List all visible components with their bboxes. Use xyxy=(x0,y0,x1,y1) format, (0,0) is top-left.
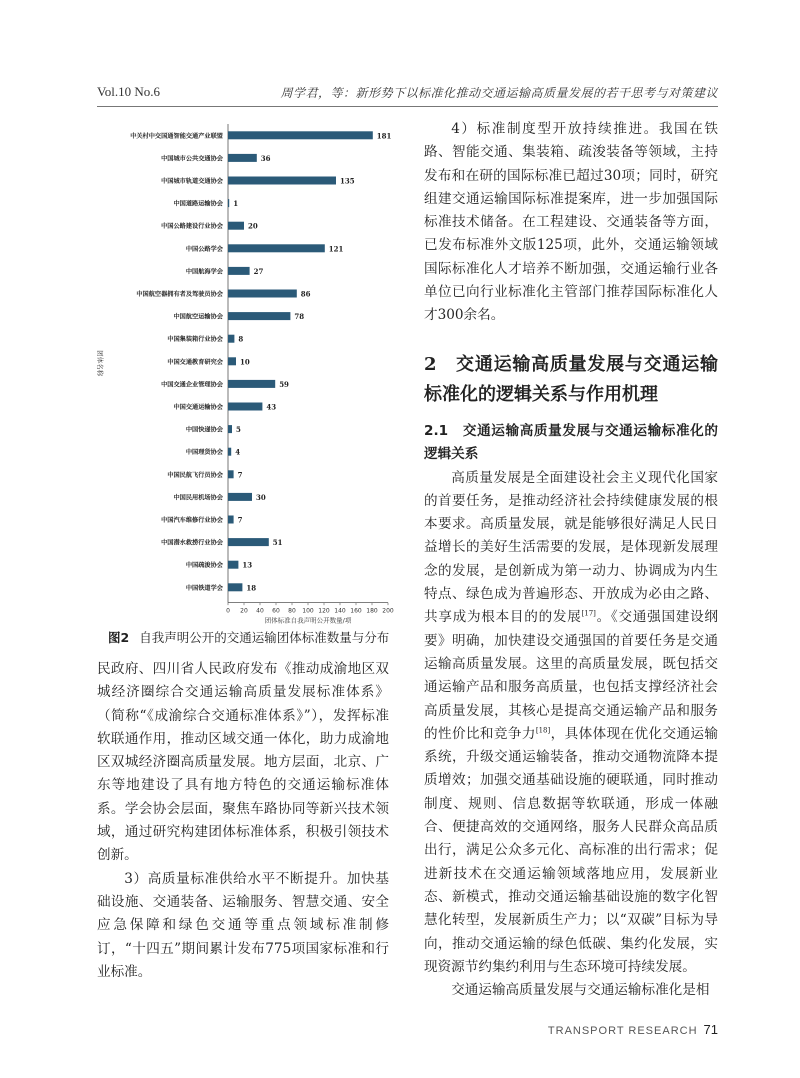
category-label: 中国城市公共交通协会 xyxy=(161,155,223,163)
x-tick-label: 200 xyxy=(382,607,394,615)
header-rule xyxy=(97,106,718,107)
data-label: 43 xyxy=(266,402,277,412)
data-label: 51 xyxy=(272,538,283,548)
bar xyxy=(228,222,244,230)
category-label: 中国交通运输协会 xyxy=(173,404,223,411)
figure-label: 图2 xyxy=(108,630,130,645)
data-label: 78 xyxy=(294,312,305,322)
data-label: 86 xyxy=(300,289,311,299)
category-label: 中关村中交国通智能交通产业联盟 xyxy=(130,132,223,140)
page-number: 71 xyxy=(703,1022,718,1037)
x-axis-label: 团体标准自我声明公开数量/项 xyxy=(264,616,352,625)
category-label: 中国城市轨道交通协会 xyxy=(161,178,223,185)
journal-volume: Vol.10 No.6 xyxy=(97,84,160,99)
paragraph: 4）标准制度型开放持续推进。我国在铁路、智能交通、集装箱、疏浚装备等领域，主持发布和在研的国际标准已超过30项；同时，研究组建交通运输国际标准提案库，进一步加强国际标准技术储备。在工程建设、交通装备等方面，已发布标准外文版125项，此外，交通运输领域国际标准化人才培养不断加强，交通运输行业各单位已向行业标准化主管部门推荐国际标准化人才300余名。 xyxy=(424,121,718,324)
bar xyxy=(228,312,290,320)
bar xyxy=(228,561,238,569)
figure-caption xyxy=(108,628,389,646)
bar xyxy=(228,244,325,252)
data-label: 10 xyxy=(240,357,250,367)
category-label: 中国集装箱行业协会 xyxy=(167,336,223,344)
category-label: 中国道路运输协会 xyxy=(173,200,223,208)
bar xyxy=(228,290,297,298)
data-label: 1 xyxy=(233,199,239,209)
bar xyxy=(228,154,257,162)
x-tick-label: 40 xyxy=(256,607,264,615)
data-label: 4 xyxy=(235,447,241,457)
bar xyxy=(228,516,234,524)
section-heading: 2 交通运输高质量发展与交通运输标准化的逻辑关系与作用机理 xyxy=(424,354,718,405)
category-label: 中国航空器拥有者及驾驶员协会 xyxy=(136,291,223,298)
x-tick-label: 0 xyxy=(226,607,230,615)
category-label: 中国公路建设行业协会 xyxy=(161,223,223,231)
right-column-section xyxy=(424,338,718,1002)
bar xyxy=(228,335,234,343)
data-label: 7 xyxy=(237,515,243,525)
data-label: 27 xyxy=(253,266,264,276)
bar xyxy=(228,267,250,275)
bar xyxy=(228,538,269,546)
data-label: 135 xyxy=(340,176,355,186)
data-label: 36 xyxy=(260,153,271,163)
paragraph: 民政府、四川省人民政府发布《推动成渝地区双城经济圈综合交通运输高质量发展标准体系》（简称“《成渝综合交通标准体系》”），发挥标准软联通作用，推动区域交通一体化，助力成渝地区双城经济圈高质量发展。地方层面，北京、广东等地建设了具有地方特色的交通运输标准体系。学会协会层面，聚焦车路协同等新兴技术领域，通过研究构建团体标准体系，积极引领技术创新。 xyxy=(97,661,389,864)
paragraph: 高质量发展是全面建设社会主义现代化国家的首要任务，是推动经济社会持续健康发展的根本要求。高质量发展，就是能够很好满足人民日益增长的美好生活需要的发展，是体现新发展理念的发展，是创新成为第一动力、协调成为内生特点、绿色成为普遍形态、开放成为必由之路、共享成为根本目的的发展[17]。《交通强国建设纲要》明确，加快建设交通强国的首要任务是交通运输高质量发展。这里的高质量发展，既包括交通运输产品和服务高质量，也包括支撑经济社会高质量发展，其核心是提高交通运输产品和服务的性价比和竞争力[18]，具体体现在优化交通运输系统，升级交通运输装备，推动交通物流降本提质增效；加强交通基础设施的硬联通，同时推动制度、规则、信息数据等软联通，形成一体融合、便捷高效的交通网络，服务人民群众高品质出行，满足公众多元化、高标准的出行需求；促进新技术在交通运输领域落地应用，发展新业态、新模式，推动交通运输基础设施的数字化智慧化转型，发展新质生产力；以“双碳”目标为导向，推动交通运输的绿色低碳、集约化发展，实现资源节约集约利用与生态环境可持续发展。 xyxy=(424,469,719,975)
x-tick-label: 20 xyxy=(240,607,248,615)
category-label: 中国铁道学会 xyxy=(185,584,223,592)
data-label: 7 xyxy=(237,470,243,480)
category-label: 中国快递协会 xyxy=(185,426,223,434)
x-tick-label: 140 xyxy=(334,607,346,615)
data-label: 13 xyxy=(242,560,253,570)
citation: [18] xyxy=(535,726,551,735)
citation: [17] xyxy=(581,609,596,618)
y-axis-label: 团体名称 xyxy=(96,350,104,377)
category-label: 中国民用机场协会 xyxy=(173,494,223,502)
right-column xyxy=(424,118,718,328)
bar xyxy=(228,177,336,185)
bar xyxy=(228,403,262,411)
category-label: 中国理货协会 xyxy=(185,449,223,457)
bar xyxy=(228,493,252,501)
data-label: 181 xyxy=(376,131,392,141)
data-label: 18 xyxy=(246,583,257,593)
category-label: 中国航空运输协会 xyxy=(173,313,223,321)
bar xyxy=(228,380,275,388)
x-tick-label: 180 xyxy=(366,607,378,615)
category-label: 中国汽车维修行业协会 xyxy=(161,517,223,524)
bar-chart xyxy=(90,118,400,628)
journal-name: TRANSPORT RESEARCH xyxy=(547,1025,698,1037)
bar xyxy=(228,583,242,591)
bar xyxy=(228,448,231,456)
data-label: 8 xyxy=(238,334,244,344)
x-tick-label: 60 xyxy=(272,607,280,615)
x-tick-label: 100 xyxy=(302,607,314,615)
x-tick-label: 160 xyxy=(350,607,362,615)
category-label: 中国交通企业管理协会 xyxy=(161,381,223,389)
bar xyxy=(228,131,373,139)
category-label: 中国公路学会 xyxy=(185,245,223,253)
data-label: 20 xyxy=(248,221,258,231)
paragraph: 交通运输高质量发展与交通运输标准化是相 xyxy=(451,982,710,999)
data-label: 121 xyxy=(328,244,344,254)
x-tick-label: 120 xyxy=(318,607,330,615)
left-column xyxy=(97,658,389,984)
category-label: 中国航海学会 xyxy=(185,268,223,276)
data-label: 59 xyxy=(279,379,289,389)
data-label: 5 xyxy=(236,425,241,435)
category-label: 中国潜水救捞行业协会 xyxy=(161,539,223,547)
bar xyxy=(228,425,232,433)
bar xyxy=(228,470,234,478)
bar xyxy=(228,199,229,207)
category-label: 中国疏浚协会 xyxy=(185,562,223,570)
subsection-heading: 2.1 交通运输高质量发展与交通运输标准化的逻辑关系 xyxy=(424,423,718,463)
category-label: 中国交通教育研究会 xyxy=(167,358,223,366)
x-tick-label: 80 xyxy=(288,607,296,615)
running-title: 周学君，等：新形势下以标准化推动交通运输高质量发展的若干思考与对策建议 xyxy=(280,86,718,100)
data-label: 30 xyxy=(256,492,266,502)
page-footer xyxy=(548,1022,718,1037)
bar xyxy=(228,357,236,365)
paragraph: 3）高质量标准供给水平不断提升。加快基础设施、交通装备、运输服务、智慧交通、安全应急保障和绿色交通等重点领域标准制修订，“十四五”期间累计发布775项国家标准和行业标准。 xyxy=(97,870,389,980)
category-label: 中国民航飞行员协会 xyxy=(167,471,223,479)
figure-caption-text: 自我声明公开的交通运输团体标准数量与分布 xyxy=(139,630,390,645)
